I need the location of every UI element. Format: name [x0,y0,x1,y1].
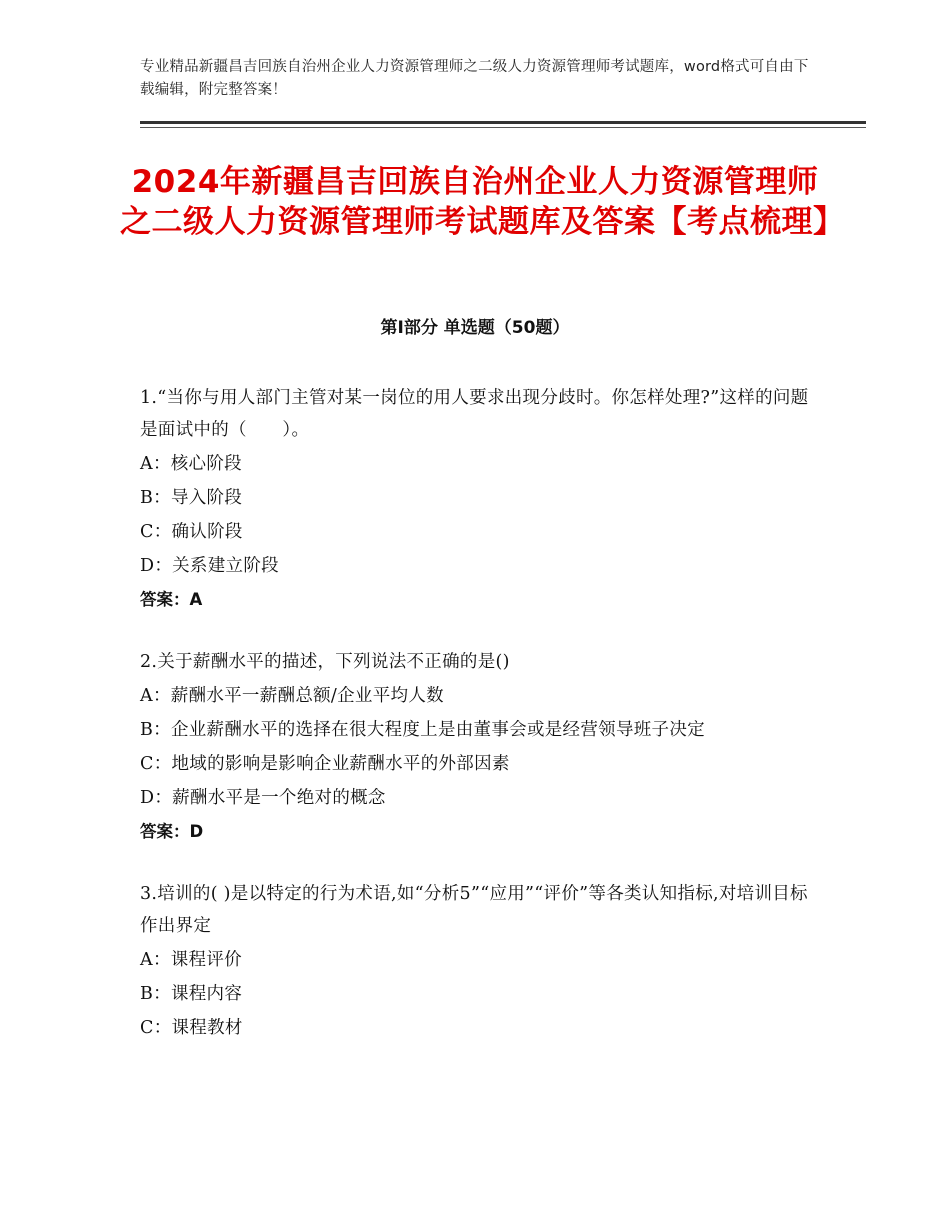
option-b: B：企业薪酬水平的选择在很大程度上是由董事会或是经营领导班子决定 [140,720,705,740]
question-3 [140,878,810,1044]
option-a: A：薪酬水平一薪酬总额/企业平均人数 [140,686,444,706]
header-note: 专业精品新疆昌吉回族自治州企业人力资源管理师之二级人力资源管理师考试题库，word格式可自由下载编辑，附完整答案！ [140,59,809,98]
option-d: D：关系建立阶段 [140,556,279,576]
question-stem: 2.关于薪酬水平的描述，下列说法不正确的是() [140,652,510,672]
answer-line: 答案：A [140,590,203,609]
option-a: A：课程评价 [140,950,242,970]
header-divider-thick [140,121,866,124]
option-b: B：课程内容 [140,984,243,1004]
option-d: D：薪酬水平是一个绝对的概念 [140,788,386,808]
section-heading: 第Ⅰ部分 单选题（50题） [380,318,570,338]
option-a: A：核心阶段 [140,454,242,474]
header-divider-thin [140,127,866,128]
document-title: 2024年新疆昌吉回族自治州企业人力资源管理师之二级人力资源管理师考试题库及答案【考点梳理】 [120,164,845,240]
answer-line: 答案：D [140,822,204,841]
question-stem: 3.培训的( )是以特定的行为术语,如“分析5”“应用”“评价”等各类认知指标,对培训目标作出界定 [140,884,808,936]
question-2 [140,646,810,848]
option-c: C：课程教材 [140,1018,243,1038]
question-stem: 1.“当你与用人部门主管对某一岗位的用人要求出现分歧时。你怎样处理?”这样的问题是面试中的（ ）。 [140,388,809,440]
question-list [140,382,810,1074]
option-b: B：导入阶段 [140,488,243,508]
option-c: C：地域的影响是影响企业薪酬水平的外部因素 [140,754,510,774]
option-c: C：确认阶段 [140,522,243,542]
question-1 [140,382,810,616]
